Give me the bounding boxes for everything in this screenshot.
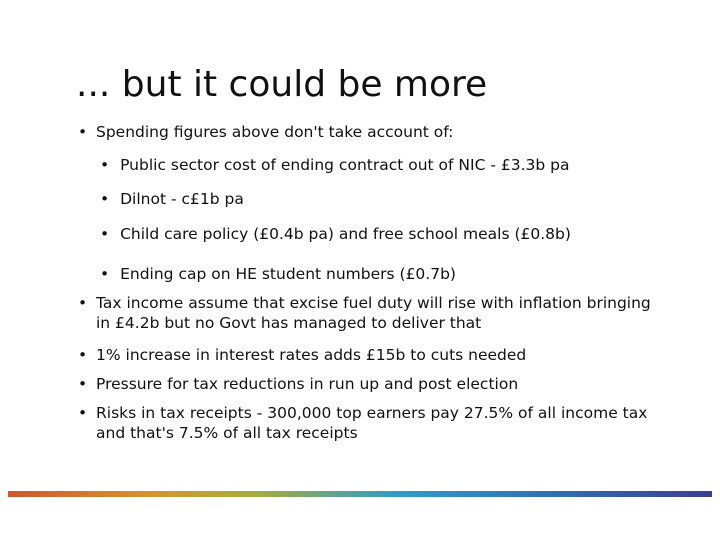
sub-bullet-item — [100, 264, 456, 284]
sub-bullet-item — [100, 224, 571, 244]
bullet-text: Tax income assume that excise fuel duty will rise with inflation bringing in £4.2b but no Govt has managed to deliver that — [96, 294, 651, 332]
bullet-icon: • — [100, 190, 110, 208]
bullet-icon: • — [78, 346, 88, 364]
bullet-item — [78, 374, 519, 394]
bullet-text: Risks in tax receipts - 300,000 top earners pay 27.5% of all income tax and that's 7.5% of all tax receipts — [96, 404, 648, 442]
bullet-icon: • — [78, 375, 88, 393]
bullet-icon: • — [78, 123, 88, 141]
bullet-icon: • — [100, 265, 110, 283]
bullet-item — [78, 403, 656, 443]
slide-title: ... but it could be more — [76, 64, 488, 105]
bullet-icon: • — [78, 294, 88, 312]
bullet-text: Spending figures above don't take account of: — [96, 123, 454, 141]
bullet-item — [78, 122, 454, 142]
bullet-item — [78, 293, 656, 333]
bullet-icon: • — [100, 156, 110, 174]
bullet-icon: • — [100, 225, 110, 243]
bullet-text: Dilnot - c£1b pa — [120, 190, 244, 208]
gradient-divider — [8, 491, 712, 497]
sub-bullet-item — [100, 189, 244, 209]
bullet-text: Pressure for tax reductions in run up and post election — [96, 375, 519, 393]
sub-bullet-item — [100, 155, 569, 175]
bullet-text: Public sector cost of ending contract out of NIC - £3.3b pa — [120, 156, 570, 174]
bullet-text: Child care policy (£0.4b pa) and free school meals (£0.8b) — [120, 225, 571, 243]
bullet-text: 1% increase in interest rates adds £15b to cuts needed — [96, 346, 527, 364]
bullet-item — [78, 345, 527, 365]
bullet-text: Ending cap on HE student numbers (£0.7b) — [120, 265, 456, 283]
bullet-icon: • — [78, 404, 88, 422]
